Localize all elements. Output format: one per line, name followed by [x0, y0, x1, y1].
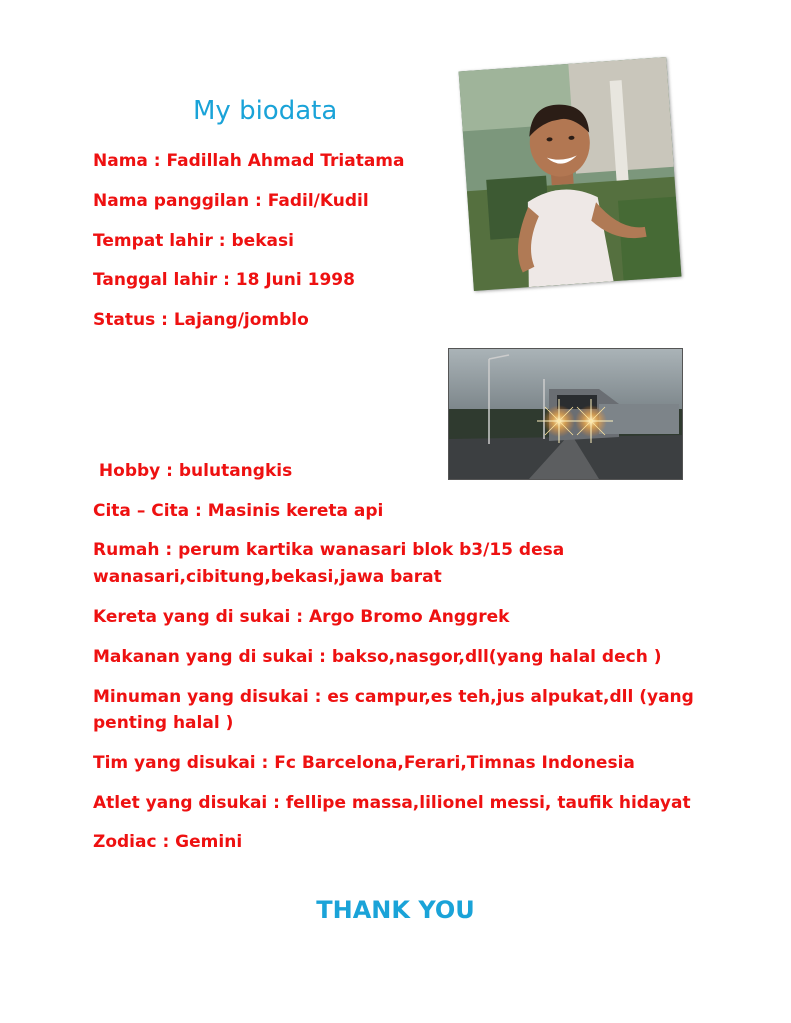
birthdate-line: Tanggal lahir : 18 Juni 1998 — [93, 270, 355, 290]
birthplace-line: Tempat lahir : bekasi — [93, 231, 294, 251]
thank-you-text: THANK YOU — [316, 896, 475, 924]
zodiac-line: Zodiac : Gemini — [93, 832, 243, 852]
page-title: My biodata — [193, 96, 338, 126]
nickname-line: Nama panggilan : Fadil/Kudil — [93, 191, 369, 211]
name-line: Nama : Fadillah Ahmad Triatama — [93, 151, 405, 171]
favorite-train-line: Kereta yang di sukai : Argo Bromo Anggrek — [93, 607, 510, 627]
profile-photo — [459, 57, 682, 291]
favorite-athlete-line: Atlet yang disukai : fellipe massa,lilionel messi, taufik hidayat — [93, 793, 691, 813]
address-line-1: Rumah : perum kartika wanasari blok b3/15 desa — [93, 540, 565, 560]
favorite-food-line: Makanan yang di sukai : bakso,nasgor,dll(yang halal dech ) — [93, 647, 662, 667]
hobby-line: Hobby : bulutangkis — [93, 461, 293, 481]
address-line-2: wanasari,cibitung,bekasi,jawa barat — [93, 567, 442, 587]
favorite-drink-line-2: penting halal ) — [93, 713, 234, 733]
favorite-team-line: Tim yang disukai : Fc Barcelona,Ferari,Timnas Indonesia — [93, 753, 635, 773]
ambition-line: Cita – Cita : Masinis kereta api — [93, 501, 384, 521]
status-line: Status : Lajang/jomblo — [93, 310, 309, 330]
train-photo — [448, 348, 683, 480]
favorite-drink-line-1: Minuman yang disukai : es campur,es teh,jus alpukat,dll (yang — [93, 687, 694, 707]
